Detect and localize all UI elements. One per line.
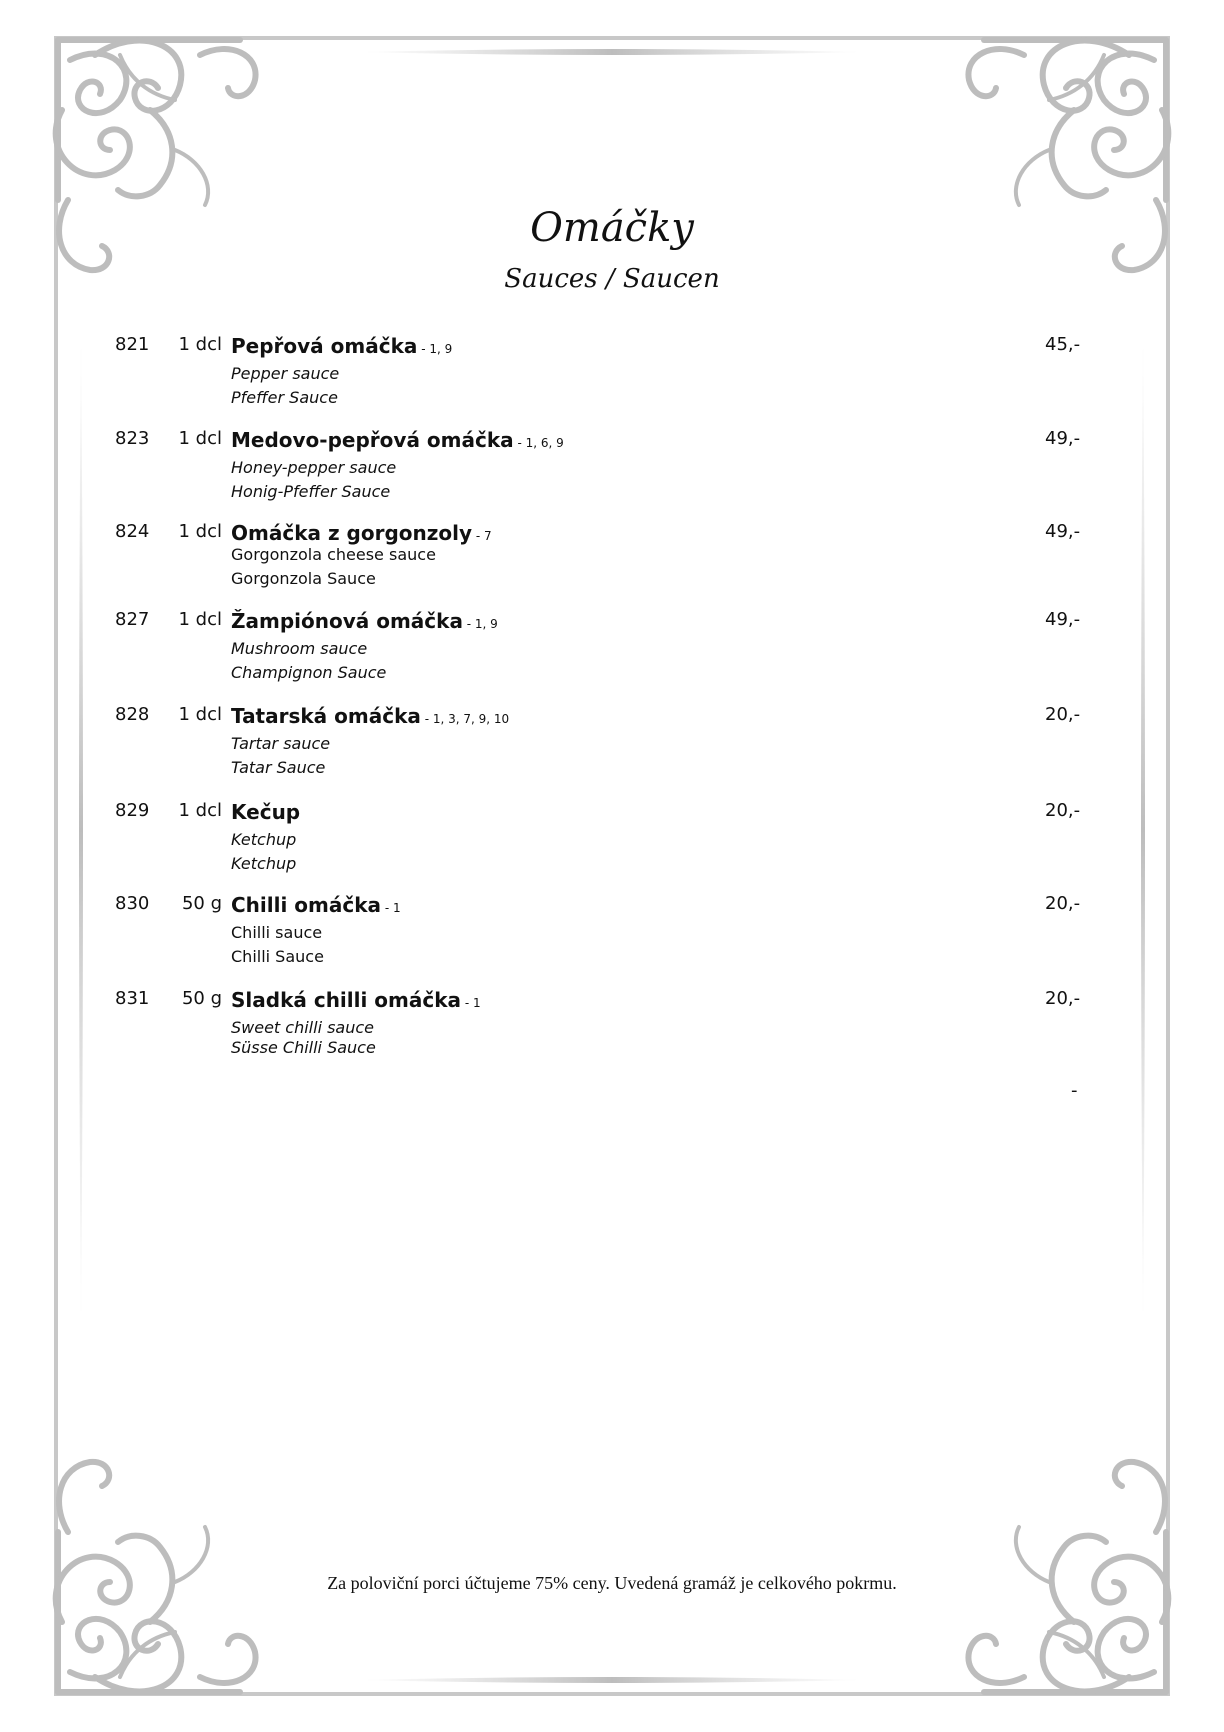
item-quantity: 1 dcl: [178, 800, 222, 821]
item-quantity: 50 g: [181, 893, 222, 914]
item-price: 20,-: [1045, 800, 1081, 821]
item-name-text: Žampiónová omáčka: [231, 609, 463, 633]
item-name: [231, 704, 509, 728]
item-code: 827: [115, 609, 150, 630]
item-code: 828: [115, 704, 150, 725]
item-price: 49,-: [1045, 428, 1081, 449]
item-name: [231, 334, 452, 358]
item-name-de: Süsse Chilli Sauce: [231, 1038, 376, 1057]
item-name-en: Gorgonzola cheese sauce: [231, 545, 436, 564]
item-name-en: Sweet chilli sauce: [231, 1018, 375, 1037]
page-subtitle: Sauces / Saucen: [504, 264, 720, 294]
item-price: 20,-: [1045, 988, 1081, 1009]
item-name: [231, 988, 481, 1012]
item-allergens: - 1: [381, 901, 401, 915]
item-name: [231, 521, 492, 545]
menu-item: [0, 704, 1224, 784]
item-code: 831: [115, 988, 150, 1009]
item-name-text: Sladká chilli omáčka: [231, 988, 462, 1012]
item-allergens: - 1, 9: [417, 342, 453, 356]
item-name: [231, 609, 498, 633]
item-name-de: Pfeffer Sauce: [231, 388, 338, 407]
item-quantity: 1 dcl: [178, 609, 222, 630]
item-name-en: Pepper sauce: [231, 364, 340, 383]
item-price: 49,-: [1045, 609, 1081, 630]
item-name-de: Gorgonzola Sauce: [231, 569, 376, 588]
item-code: 824: [115, 521, 150, 542]
item-name: [231, 428, 564, 452]
item-name-de: Tatar Sauce: [231, 758, 326, 777]
menu-item: [0, 521, 1224, 601]
item-price: 49,-: [1045, 521, 1081, 542]
menu-item: [0, 609, 1224, 689]
item-name-en: Tartar sauce: [231, 734, 331, 753]
menu-item: [0, 334, 1224, 414]
item-code: 823: [115, 428, 150, 449]
item-allergens: - 1, 9: [462, 617, 498, 631]
item-price: 20,-: [1045, 704, 1081, 725]
item-quantity: 1 dcl: [178, 428, 222, 449]
item-code: 821: [115, 334, 150, 355]
item-name-text: Chilli omáčka: [231, 893, 382, 917]
item-price: 45,-: [1045, 334, 1081, 355]
item-name-en: Ketchup: [231, 830, 297, 849]
menu-item: [0, 893, 1224, 973]
item-name-en: Chilli sauce: [231, 923, 323, 942]
item-allergens: - 1, 3, 7, 9, 10: [420, 712, 510, 726]
item-allergens: - 1, 6, 9: [513, 436, 564, 450]
item-allergens: - 1: [461, 996, 481, 1010]
item-name-de: Chilli Sauce: [231, 947, 324, 966]
item-name-text: Tatarská omáčka: [231, 704, 421, 728]
item-allergens: - 7: [472, 529, 492, 543]
item-quantity: 50 g: [181, 988, 222, 1009]
item-code: 830: [115, 893, 150, 914]
item-name-text: Medovo-pepřová omáčka: [231, 428, 514, 452]
item-name-en: Mushroom sauce: [231, 639, 368, 658]
menu-item: [0, 800, 1224, 880]
item-name-text: Pepřová omáčka: [231, 334, 418, 358]
item-price: 20,-: [1045, 893, 1081, 914]
item-name: [231, 893, 401, 917]
item-name-text: Omáčka z gorgonzoly: [231, 521, 473, 545]
page-title: Omáčky: [530, 205, 694, 251]
footer-note: Za poloviční porci účtujeme 75% ceny. Uvedená gramáž je celkového pokrmu.: [327, 1573, 897, 1593]
item-name-en: Honey-pepper sauce: [231, 458, 397, 477]
menu-item: [0, 988, 1224, 1068]
item-quantity: 1 dcl: [178, 334, 222, 355]
item-code: 829: [115, 800, 150, 821]
item-name-de: Champignon Sauce: [231, 663, 387, 682]
item-name: [231, 800, 300, 824]
item-name-de: Ketchup: [231, 854, 297, 873]
item-quantity: 1 dcl: [178, 704, 222, 725]
item-name-text: Kečup: [231, 800, 301, 824]
menu-item: [0, 428, 1224, 508]
trailing-dash: -: [1071, 1080, 1078, 1101]
item-quantity: 1 dcl: [178, 521, 222, 542]
item-name-de: Honig-Pfeffer Sauce: [231, 482, 391, 501]
